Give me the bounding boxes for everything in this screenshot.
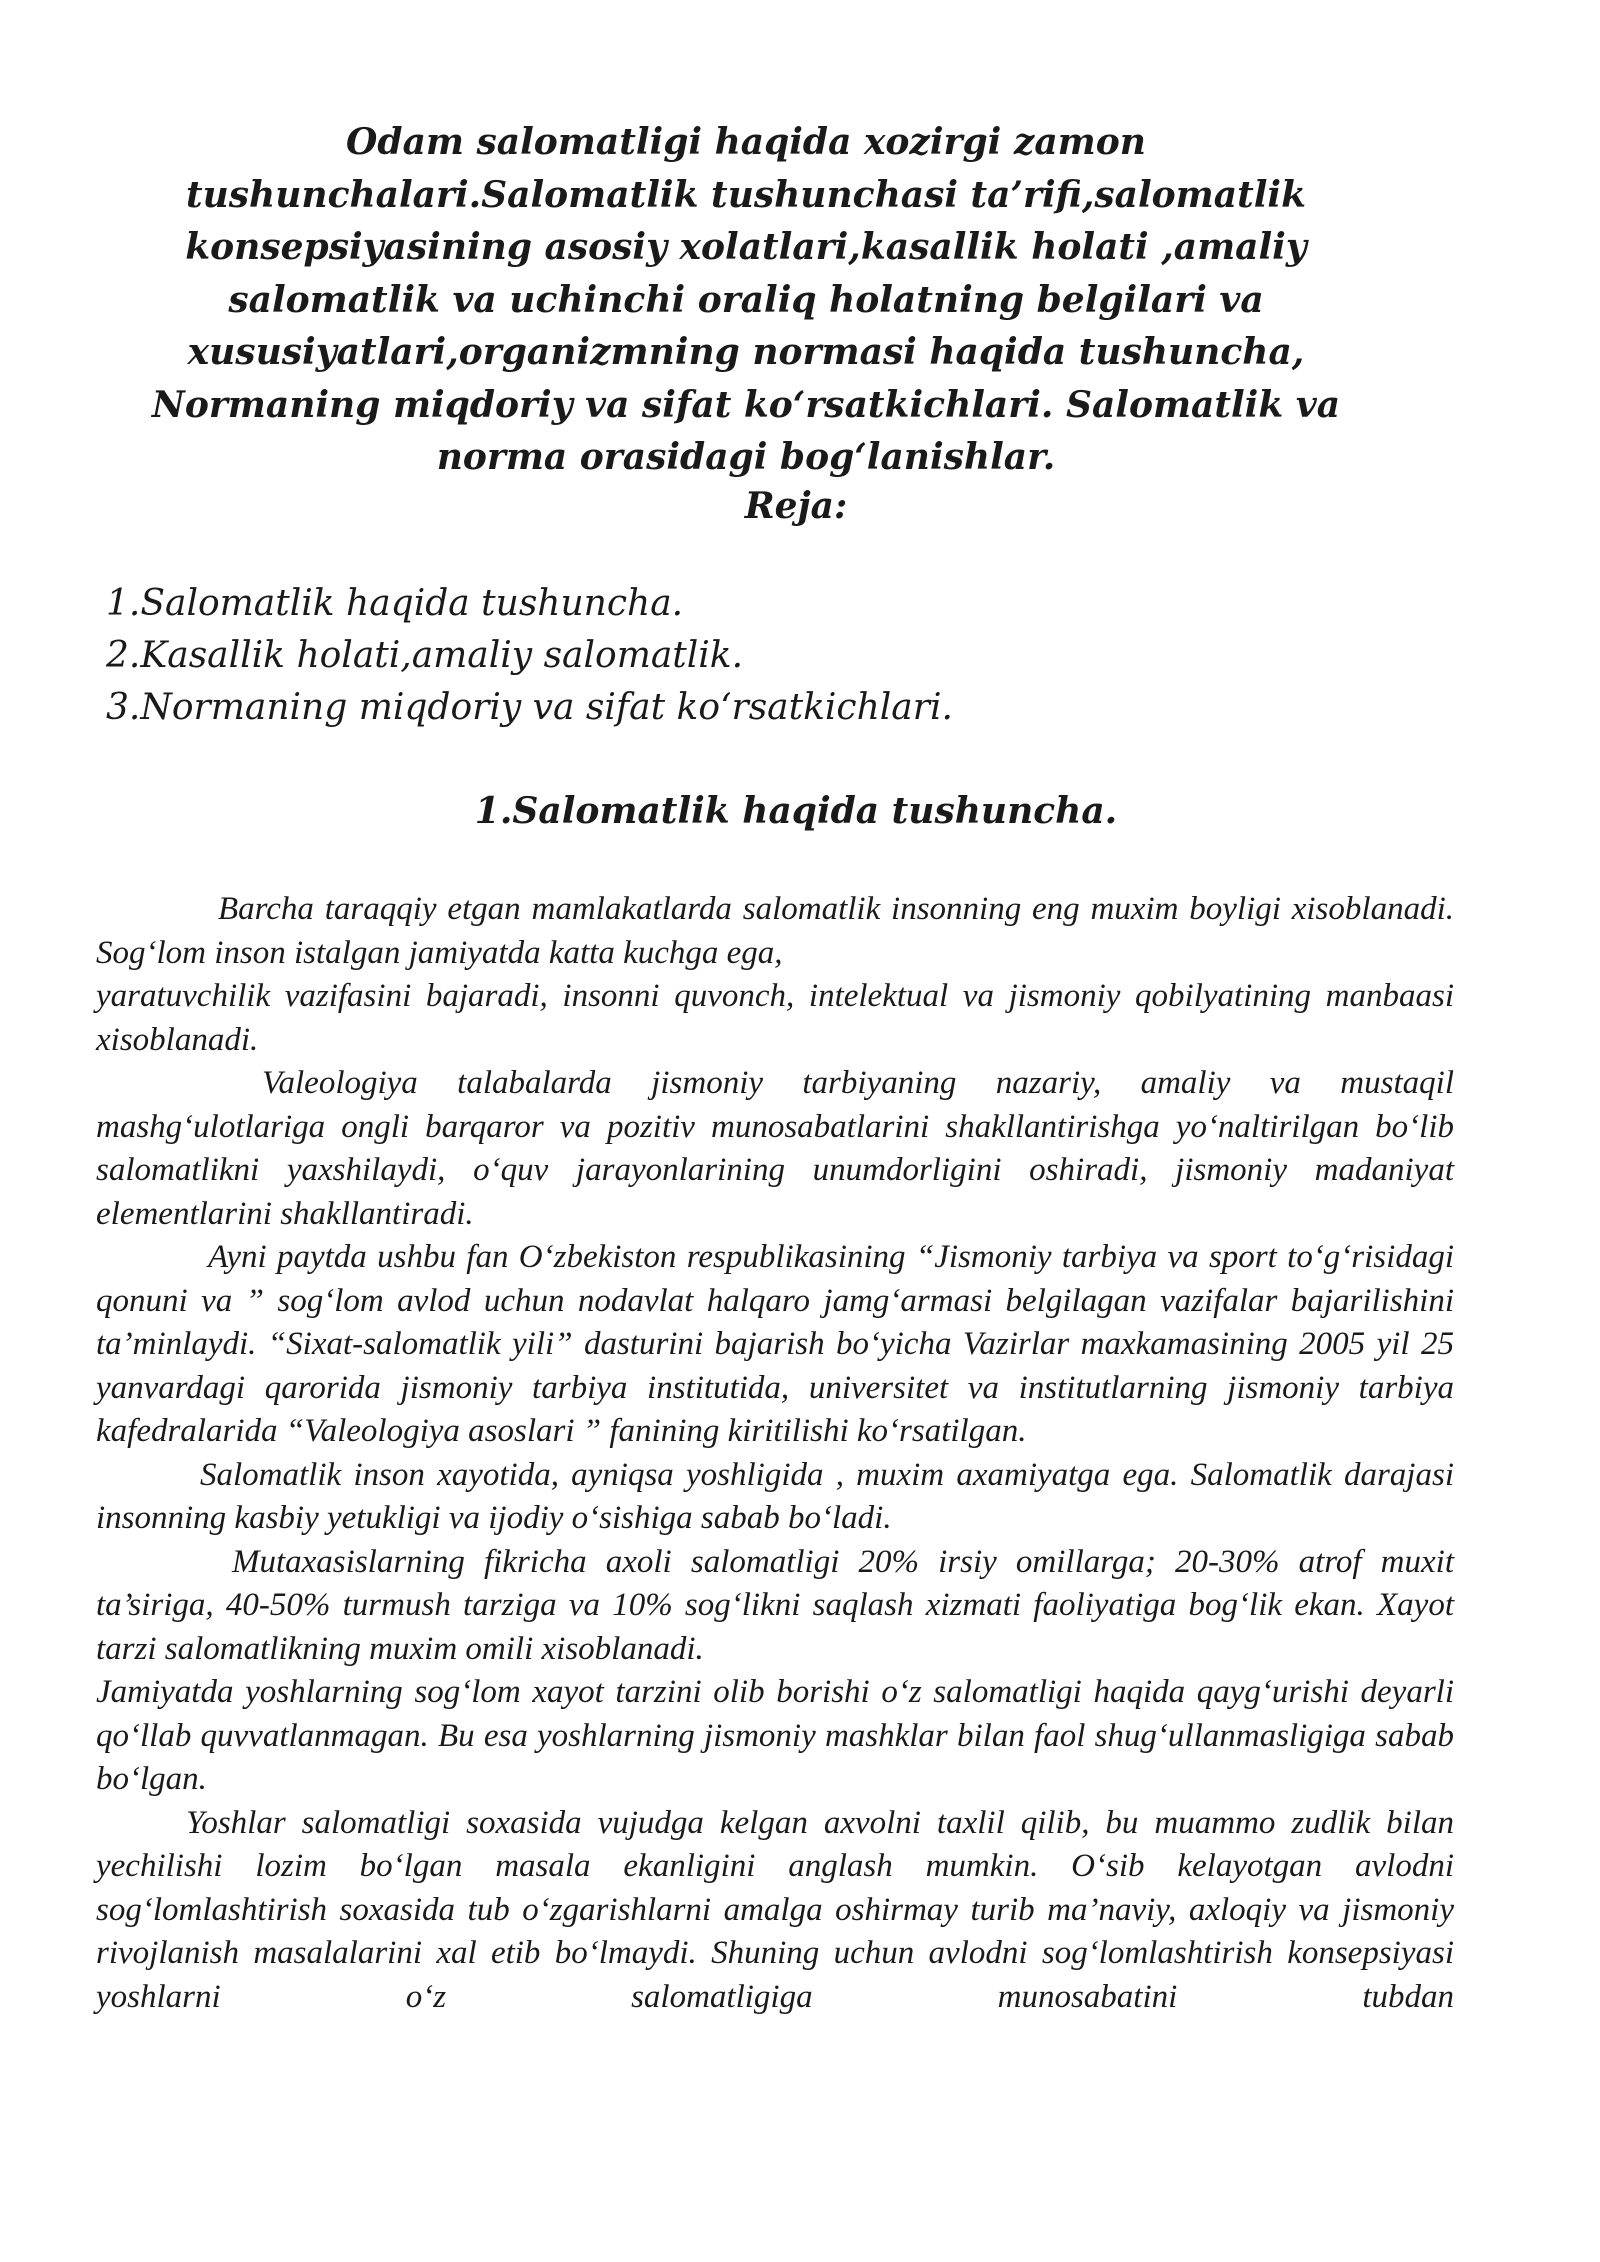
paragraph: Barcha taraqqiy etgan mamlakatlarda salomatlik insonning eng muxim boyligi xisoblanadi. Sog‘lom inson istalgan jamiyatda katta kuchga ega, bbox=[96, 891, 1454, 971]
paragraph: Ayni paytda ushbu fan O‘zbekiston respublikasining “Jismoniy tarbiya va sport to‘g‘risidagi qonuni va ” sog‘lom avlod uchun nodavlat halqaro jamg‘armasi belgilagan vazifalar bajarilishini ta’minlaydi. “Sixat-salomatlik yili” dasturini bajarish bo‘yicha Vazirlar maxkamasining 2005 yil 25 yanvardagi qarorida jismoniy tarbiya institutida, universitet va institutlarning jismoniy tarbiya kafedralarida “Valeologiya asoslari ” fanining kiritilishi ko‘rsatilgan. bbox=[96, 1239, 1454, 1449]
section-heading: 1.Salomatlik haqida tushuncha. bbox=[474, 790, 1118, 832]
plan-heading: Reja: bbox=[744, 485, 848, 527]
paragraph: Yoshlar salomatligi soxasida vujudga kelgan axvolni taxlil qilib, bu muammo zudlik bilan yechilishi lozim bo‘lgan masala ekanligini anglash mumkin. O‘sib kelayotgan avlodni sog‘lomlashtirish soxasida tub o‘zgarishlarni amalga oshirmay turib ma’naviy, axloqiy va jismoniy rivojlanish masalalarini xal etib bo‘lmaydi. Shuning uchun avlodni sog‘lomlashtirish konsepsiyasi yoshlarni o‘z salomatligiga munosabatini tubdan bbox=[96, 1804, 1454, 2015]
paragraph: Jamiyatda yoshlarning sog‘lom xayot tarzini olib borishi o‘z salomatligi haqida qayg‘urishi deyarli qo‘llab quvvatlanmagan. Bu esa yoshlarning jismoniy mashklar bilan faol shug‘ullanmasligiga sabab bo‘lgan. bbox=[96, 1674, 1454, 1797]
paragraph: Valeologiya talabalarda jismoniy tarbiyaning nazariy, amaliy va mustaqil mashg‘ulotlariga ongli barqaror va pozitiv munosabatlarini shakllantirishga yo‘naltirilgan bo‘lib salomatlikni yaxshilaydi, o‘quv jarayonlarining unumdorligini oshiradi, jismoniy madaniyat elementlarini shakllantiradi. bbox=[96, 1065, 1454, 1232]
plan-item: 3.Normaning miqdoriy va sifat ko‘rsatkichlari. bbox=[106, 687, 953, 728]
paragraph: Salomatlik inson xayotida, ayniqsa yoshligida , muxim axamiyatga ega. Salomatlik darajasi insonning kasbiy yetukligi va ijodiy o‘sishiga sabab bo‘ladi. bbox=[96, 1456, 1454, 1536]
paragraph: Mutaxasislarning fikricha axoli salomatligi 20% irsiy omillarga; 20-30% atrof muxit ta’siriga, 40-50% turmush tarziga va 10% sog‘likni saqlash xizmati faoliyatiga bog‘lik ekan. Xayot tarzi salomatlikning muxim omili xisoblanadi. bbox=[96, 1543, 1454, 1667]
plan-list bbox=[106, 578, 953, 734]
body-text bbox=[96, 888, 1454, 2019]
paragraph: yaratuvchilik vazifasini bajaradi, insonni quvonch, intelektual va jismoniy qobilyatining manbaasi xisoblanadi. bbox=[96, 978, 1454, 1058]
document-title: Odam salomatligi haqida xozirgi zamon tushunchalari.Salomatlik tushunchasi ta’rifi,salomatlik konsepsiyasining asosiy xolatlari,kasallik holati ,amaliy salomatlik va uchinchi oraliq holatning belgilari va xususiyatlari,organizmning normasi haqida tushuncha, Normaning miqdoriy va sifat ko‘rsatkichlari. Salomatlik va norma orasidagi bog‘lanishlar. bbox=[151, 121, 1341, 478]
plan-item: 1.Salomatlik haqida tushuncha. bbox=[106, 583, 684, 624]
plan-item: 2.Kasallik holati,amaliy salomatlik. bbox=[106, 635, 744, 676]
